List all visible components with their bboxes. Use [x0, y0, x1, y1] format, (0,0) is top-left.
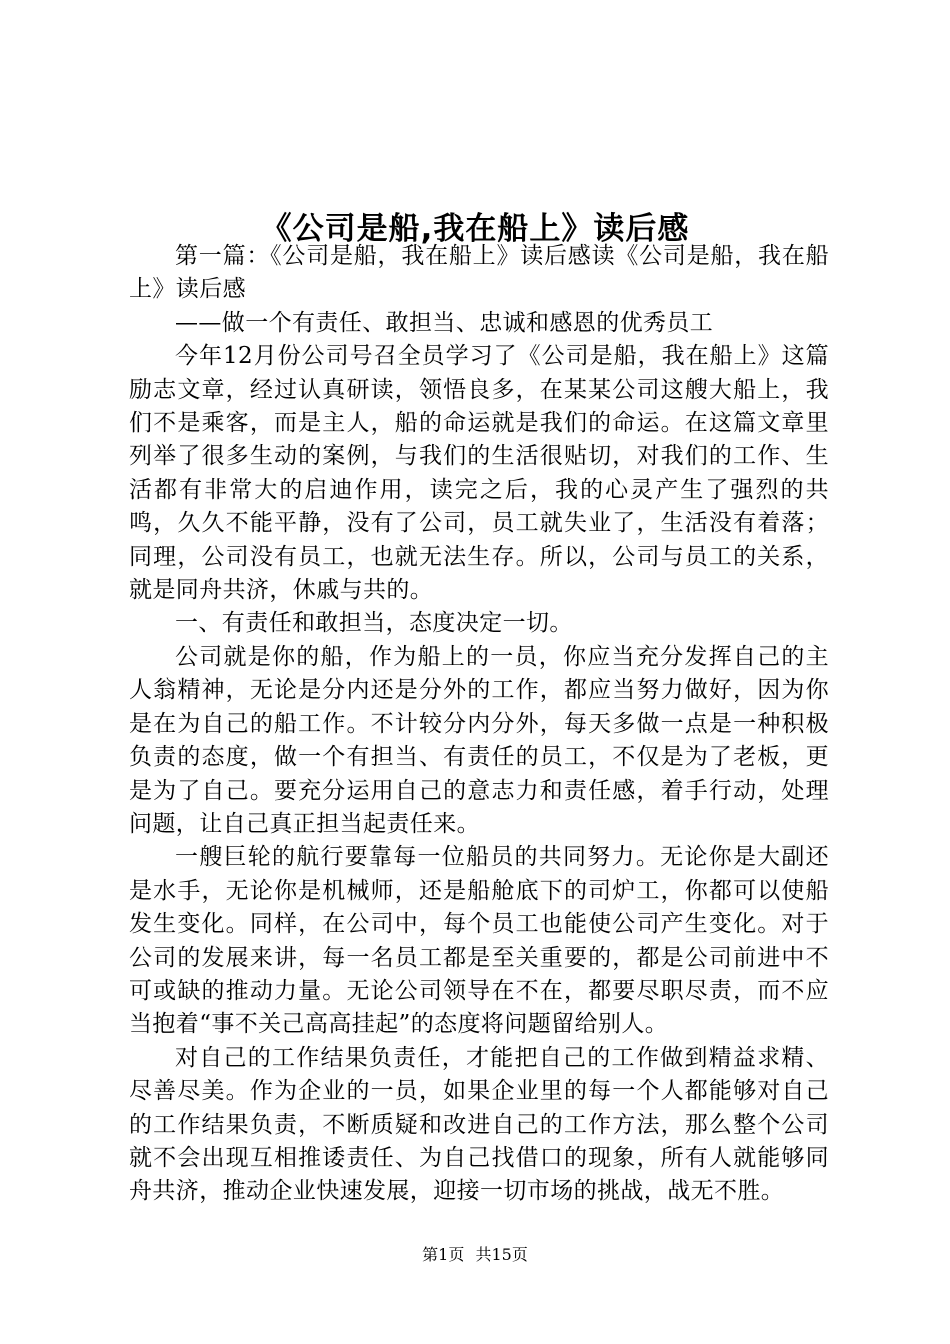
- document-title: 《公司是船,我在船上》读后感: [260, 210, 690, 247]
- paragraph-subtitle: ——做一个有责任、敢担当、忠诚和感恩的优秀员工: [175, 309, 714, 336]
- paragraph: 今年12月份公司号召全员学习了《公司是船，我在船上》这篇励志文章，经过认真研读，领悟良多，在某某公司这艘大船上，我们不是乘客，而是主人，船的命运就是我们的命运。在这篇文章里列举了很多生动的案例，与我们的生活很贴切，对我们的工作、生活都有非常大的启迪作用，读完之后，我的心灵产生了强烈的共鸣，久久不能平静，没有了公司，员工就失业了，生活没有着落；同理，公司没有员工，也就无法生存。所以，公司与员工的关系，就是同舟共济，休戚与共的。: [129, 343, 829, 604]
- paragraph: 公司就是你的船，作为船上的一员，你应当充分发挥自己的主人翁精神，无论是分内还是分外的工作，都应当努力做好，因为你是在为自己的船工作。不计较分内分外，每天多做一点是一种积极负责的态度，做一个有担当、有责任的员工，不仅是为了老板，更是为了自己。要充分运用自己的意志力和责任感，着手行动，处理问题，让自己真正担当起责任来。: [129, 643, 829, 837]
- paragraph: 对自己的工作结果负责任，才能把自己的工作做到精益求精、尽善尽美。作为企业的一员，如果企业里的每一个人都能够对自己的工作结果负责，不断质疑和改进自己的工作方法，那么整个公司就不会出现互相推诿责任、为自己找借口的现象，所有人就能够同舟共济，推动企业快速发展，迎接一切市场的挑战，战无不胜。: [129, 1044, 829, 1205]
- page-number-total: 共15页: [475, 1245, 528, 1264]
- section-heading: 一、有责任和敢担当，态度决定一切。: [175, 610, 573, 637]
- paragraph-intro: 第一篇：《公司是船，我在船上》读后感读《公司是船，我在船上》读后感: [129, 243, 829, 303]
- paragraph: 一艘巨轮的航行要靠每一位船员的共同努力。无论你是大副还是水手，无论你是机械师，还是船舱底下的司炉工，你都可以使船发生变化。同样，在公司中，每个员工也能使公司产生变化。对于公司的发展来讲，每一名员工都是至关重要的，都是公司前进中不可或缺的推动力量。无论公司领导在不在，都要尽职尽责，而不应当抱着“事不关己高高挂起”的态度将问题留给别人。: [129, 844, 829, 1038]
- page-number-current: 第1页: [422, 1245, 465, 1264]
- page-footer: [0, 1245, 950, 1265]
- document-body: [129, 240, 829, 1209]
